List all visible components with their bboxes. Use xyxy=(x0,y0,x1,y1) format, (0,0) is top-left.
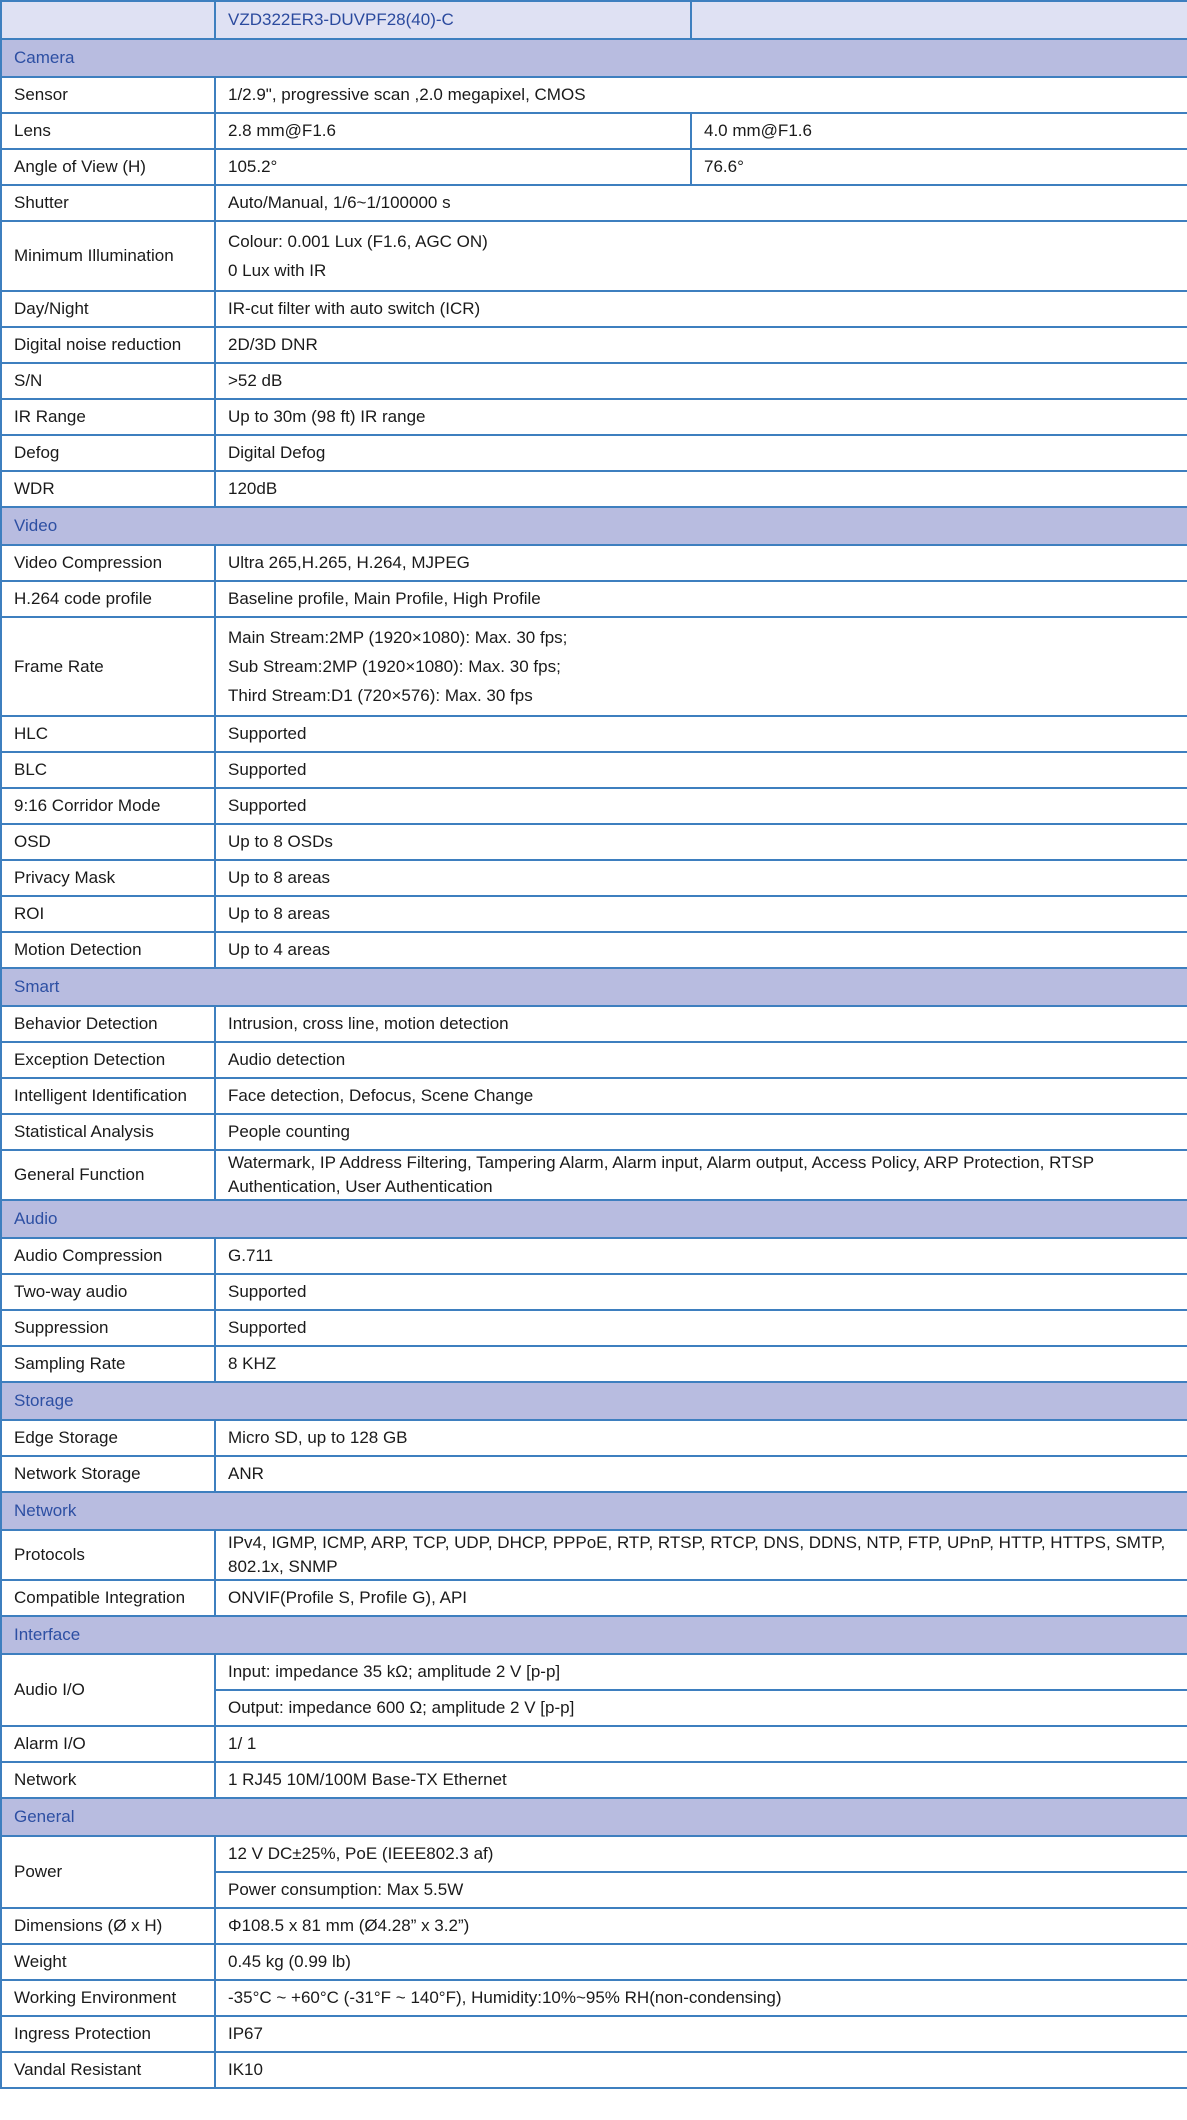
spec-row-roi xyxy=(1,896,1187,932)
spec-row-day-night xyxy=(1,291,1187,327)
spec-value-variant-1: 2.8 mm@F1.6 xyxy=(215,113,691,149)
spec-value: Digital Defog xyxy=(215,435,1187,471)
spec-label: Exception Detection xyxy=(1,1042,215,1078)
spec-row-two-way-audio xyxy=(1,1274,1187,1310)
spec-row-s-n xyxy=(1,363,1187,399)
spec-row-wdr xyxy=(1,471,1187,507)
spec-row-statistical-analysis xyxy=(1,1114,1187,1150)
spec-label: Edge Storage xyxy=(1,1420,215,1456)
spec-row-edge-storage xyxy=(1,1420,1187,1456)
spec-row-video-compression xyxy=(1,545,1187,581)
spec-value: Face detection, Defocus, Scene Change xyxy=(215,1078,1187,1114)
spec-row-audio-i-o xyxy=(1,1654,1187,1690)
spec-row-sensor xyxy=(1,77,1187,113)
spec-value: Micro SD, up to 128 GB xyxy=(215,1420,1187,1456)
spec-value-variant-1: 105.2° xyxy=(215,149,691,185)
section-title: General xyxy=(1,1798,1187,1836)
spec-label: Audio I/O xyxy=(1,1654,215,1726)
spec-value xyxy=(215,617,1187,716)
spec-value-line: 0 Lux with IR xyxy=(228,261,327,280)
spec-row-minimum-illumination xyxy=(1,221,1187,291)
spec-label: Sampling Rate xyxy=(1,1346,215,1382)
spec-label: Sensor xyxy=(1,77,215,113)
spec-label: Compatible Integration xyxy=(1,1580,215,1616)
spec-label: Digital noise reduction xyxy=(1,327,215,363)
spec-value: Power consumption: Max 5.5W xyxy=(215,1872,1187,1908)
spec-label: H.264 code profile xyxy=(1,581,215,617)
spec-row-lens xyxy=(1,113,1187,149)
spec-label: Network xyxy=(1,1762,215,1798)
section-title: Storage xyxy=(1,1382,1187,1420)
spec-row-dimensions-x-h xyxy=(1,1908,1187,1944)
spec-row-suppression xyxy=(1,1310,1187,1346)
spec-value-line: Third Stream:D1 (720×576): Max. 30 fps xyxy=(228,686,533,705)
spec-row-frame-rate xyxy=(1,617,1187,716)
spec-row-vandal-resistant xyxy=(1,2052,1187,2088)
spec-value: IP67 xyxy=(215,2016,1187,2052)
section-header-camera xyxy=(1,39,1187,77)
spec-row-defog xyxy=(1,435,1187,471)
spec-label: Privacy Mask xyxy=(1,860,215,896)
spec-value: Up to 8 OSDs xyxy=(215,824,1187,860)
spec-row-blc xyxy=(1,752,1187,788)
spec-value-line: Colour: 0.001 Lux (F1.6, AGC ON) xyxy=(228,232,488,251)
section-header-audio xyxy=(1,1200,1187,1238)
spec-row-network xyxy=(1,1762,1187,1798)
spec-label: Motion Detection xyxy=(1,932,215,968)
spec-label: Alarm I/O xyxy=(1,1726,215,1762)
spec-label: 9:16 Corridor Mode xyxy=(1,788,215,824)
spec-label: Frame Rate xyxy=(1,617,215,716)
spec-value: People counting xyxy=(215,1114,1187,1150)
spec-value: G.711 xyxy=(215,1238,1187,1274)
section-title: Smart xyxy=(1,968,1187,1006)
spec-value: Φ108.5 x 81 mm (Ø4.28” x 3.2”) xyxy=(215,1908,1187,1944)
spec-value-line: Sub Stream:2MP (1920×1080): Max. 30 fps; xyxy=(228,657,561,676)
spec-row-sampling-rate xyxy=(1,1346,1187,1382)
spec-row-motion-detection xyxy=(1,932,1187,968)
spec-row-hlc xyxy=(1,716,1187,752)
spec-label: Statistical Analysis xyxy=(1,1114,215,1150)
spec-label: Intelligent Identification xyxy=(1,1078,215,1114)
spec-label: Audio Compression xyxy=(1,1238,215,1274)
spec-row-working-environment xyxy=(1,1980,1187,2016)
spec-row-digital-noise-reduction xyxy=(1,327,1187,363)
spec-value: Supported xyxy=(215,1274,1187,1310)
spec-row-osd xyxy=(1,824,1187,860)
spec-row-ir-range xyxy=(1,399,1187,435)
spec-label: Minimum Illumination xyxy=(1,221,215,291)
spec-value: IPv4, IGMP, ICMP, ARP, TCP, UDP, DHCP, PPPoE, RTP, RTSP, RTCP, DNS, DDNS, NTP, FTP, UPnP, HTTP, HTTPS, SMTP, 802.1x, SNMP xyxy=(215,1530,1187,1580)
spec-value: Supported xyxy=(215,716,1187,752)
spec-row-protocols xyxy=(1,1530,1187,1580)
spec-value-variant-2: 76.6° xyxy=(691,149,1187,185)
spec-value: -35°C ~ +60°C (-31°F ~ 140°F), Humidity:10%~95% RH(non-condensing) xyxy=(215,1980,1187,2016)
spec-label: Lens xyxy=(1,113,215,149)
spec-label: Working Environment xyxy=(1,1980,215,2016)
spec-value-line: Main Stream:2MP (1920×1080): Max. 30 fps; xyxy=(228,628,568,647)
spec-row-exception-detection xyxy=(1,1042,1187,1078)
spec-row-compatible-integration xyxy=(1,1580,1187,1616)
spec-label: Ingress Protection xyxy=(1,2016,215,2052)
spec-label: Network Storage xyxy=(1,1456,215,1492)
spec-row-angle-of-view-h xyxy=(1,149,1187,185)
section-title: Camera xyxy=(1,39,1187,77)
spec-row-network-storage xyxy=(1,1456,1187,1492)
model-header-row xyxy=(1,1,1187,39)
spec-value: ANR xyxy=(215,1456,1187,1492)
spec-label: Angle of View (H) xyxy=(1,149,215,185)
spec-value: 1 RJ45 10M/100M Base-TX Ethernet xyxy=(215,1762,1187,1798)
section-header-storage xyxy=(1,1382,1187,1420)
section-header-video xyxy=(1,507,1187,545)
spec-value: ONVIF(Profile S, Profile G), API xyxy=(215,1580,1187,1616)
spec-row-power xyxy=(1,1836,1187,1872)
spec-row-audio-compression xyxy=(1,1238,1187,1274)
spec-label: Video Compression xyxy=(1,545,215,581)
spec-value: Audio detection xyxy=(215,1042,1187,1078)
spec-row-behavior-detection xyxy=(1,1006,1187,1042)
spec-value: IK10 xyxy=(215,2052,1187,2088)
spec-label: BLC xyxy=(1,752,215,788)
spec-value: Output: impedance 600 Ω; amplitude 2 V [p-p] xyxy=(215,1690,1187,1726)
spec-value: 1/ 1 xyxy=(215,1726,1187,1762)
spec-row-general-function xyxy=(1,1150,1187,1200)
section-title: Audio xyxy=(1,1200,1187,1238)
spec-value: >52 dB xyxy=(215,363,1187,399)
spec-row-weight xyxy=(1,1944,1187,1980)
spec-value: 1/2.9", progressive scan ,2.0 megapixel, CMOS xyxy=(215,77,1187,113)
spec-value: Watermark, IP Address Filtering, Tampering Alarm, Alarm input, Alarm output, Access Policy, ARP Protection, RTSP Authentication, User Authentication xyxy=(215,1150,1187,1200)
spec-value: Supported xyxy=(215,788,1187,824)
spec-value: Input: impedance 35 kΩ; amplitude 2 V [p-p] xyxy=(215,1654,1187,1690)
section-title: Video xyxy=(1,507,1187,545)
spec-value xyxy=(215,221,1187,291)
spec-row-alarm-i-o xyxy=(1,1726,1187,1762)
spec-value: Supported xyxy=(215,752,1187,788)
spec-label: Weight xyxy=(1,1944,215,1980)
spec-label: Power xyxy=(1,1836,215,1908)
spec-row-shutter xyxy=(1,185,1187,221)
spec-label: IR Range xyxy=(1,399,215,435)
spec-row-ingress-protection xyxy=(1,2016,1187,2052)
model-name: VZD322ER3-DUVPF28(40)-C xyxy=(215,1,691,39)
spec-label: OSD xyxy=(1,824,215,860)
header-blank-cell xyxy=(1,1,215,39)
spec-value: Baseline profile, Main Profile, High Profile xyxy=(215,581,1187,617)
spec-value: 120dB xyxy=(215,471,1187,507)
spec-table-body xyxy=(1,1,1187,2088)
section-header-interface xyxy=(1,1616,1187,1654)
section-header-general xyxy=(1,1798,1187,1836)
spec-label: Vandal Resistant xyxy=(1,2052,215,2088)
spec-label: Defog xyxy=(1,435,215,471)
spec-value-variant-2: 4.0 mm@F1.6 xyxy=(691,113,1187,149)
spec-value: 0.45 kg (0.99 lb) xyxy=(215,1944,1187,1980)
spec-label: WDR xyxy=(1,471,215,507)
spec-value: Intrusion, cross line, motion detection xyxy=(215,1006,1187,1042)
spec-label: ROI xyxy=(1,896,215,932)
section-title: Network xyxy=(1,1492,1187,1530)
spec-value: Up to 8 areas xyxy=(215,860,1187,896)
spec-label: S/N xyxy=(1,363,215,399)
spec-value: 2D/3D DNR xyxy=(215,327,1187,363)
spec-value: IR-cut filter with auto switch (ICR) xyxy=(215,291,1187,327)
spec-row-h-264-code-profile xyxy=(1,581,1187,617)
spec-value: Ultra 265,H.265, H.264, MJPEG xyxy=(215,545,1187,581)
spec-label: Two-way audio xyxy=(1,1274,215,1310)
section-header-smart xyxy=(1,968,1187,1006)
section-title: Interface xyxy=(1,1616,1187,1654)
header-blank-cell-right xyxy=(691,1,1187,39)
spec-label: Suppression xyxy=(1,1310,215,1346)
spec-label: Shutter xyxy=(1,185,215,221)
spec-value: Up to 8 areas xyxy=(215,896,1187,932)
section-header-network xyxy=(1,1492,1187,1530)
spec-label: HLC xyxy=(1,716,215,752)
spec-label: Protocols xyxy=(1,1530,215,1580)
spec-row-privacy-mask xyxy=(1,860,1187,896)
spec-value: Up to 4 areas xyxy=(215,932,1187,968)
spec-value: Auto/Manual, 1/6~1/100000 s xyxy=(215,185,1187,221)
spec-label: Dimensions (Ø x H) xyxy=(1,1908,215,1944)
spec-value: 12 V DC±25%, PoE (IEEE802.3 af) xyxy=(215,1836,1187,1872)
spec-label: Behavior Detection xyxy=(1,1006,215,1042)
spec-row-intelligent-identification xyxy=(1,1078,1187,1114)
spec-value: Up to 30m (98 ft) IR range xyxy=(215,399,1187,435)
spec-row-9-16-corridor-mode xyxy=(1,788,1187,824)
spec-value: 8 KHZ xyxy=(215,1346,1187,1382)
spec-label: General Function xyxy=(1,1150,215,1200)
spec-value: Supported xyxy=(215,1310,1187,1346)
spec-label: Day/Night xyxy=(1,291,215,327)
